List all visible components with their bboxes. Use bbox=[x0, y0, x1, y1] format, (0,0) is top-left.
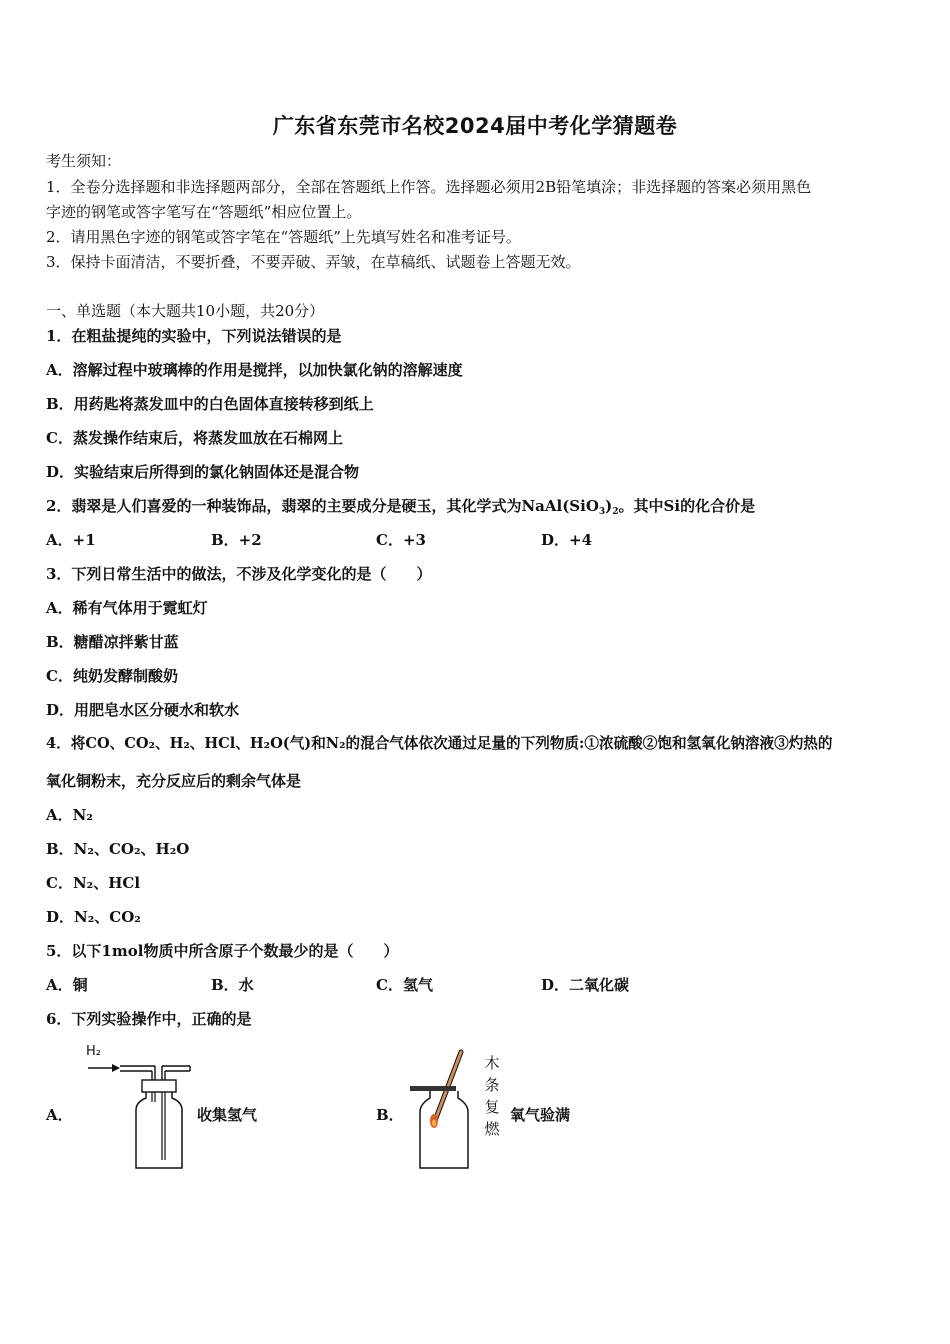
question-3-option-b: B．糖醋凉拌紫甘蓝 bbox=[46, 633, 179, 651]
question-3-option-d: D．用肥皂水区分硬水和软水 bbox=[46, 701, 240, 719]
question-4-option-b: B．N₂、CO₂、H₂O bbox=[46, 840, 190, 858]
section-heading: 一、单选题（本大题共10小题，共20分） bbox=[46, 302, 325, 320]
notice-heading: 考生须知： bbox=[46, 152, 122, 170]
question-1-option-c: C．蒸发操作结束后，将蒸发皿放在石棉网上 bbox=[46, 429, 343, 447]
question-5-option-c: C．氢气 bbox=[376, 976, 433, 994]
question-3-option-a: A．稀有气体用于霓虹灯 bbox=[46, 599, 208, 617]
question-5-stem: 5．以下1mol物质中所含原子个数最少的是（ ） bbox=[46, 942, 399, 960]
notice-item: 字迹的钢笔或答字笔写在“答题纸”相应位置上。 bbox=[46, 203, 362, 221]
question-4-option-a: A．N₂ bbox=[46, 806, 93, 824]
question-1-stem: 1．在粗盐提纯的实验中，下列说法错误的是 bbox=[46, 327, 342, 345]
exam-title: 广东省东莞市名校2024届中考化学猜题卷 bbox=[272, 114, 678, 138]
question-2-option-c: C．+3 bbox=[376, 531, 426, 549]
question-1-option-a: A．溶解过程中玻璃棒的作用是搅拌，以加快氯化钠的溶解速度 bbox=[46, 361, 463, 379]
hydrogen-gas-label: H₂ bbox=[86, 1044, 101, 1059]
question-6-option-a-text: 收集氢气 bbox=[197, 1106, 258, 1124]
question-4-option-d: D．N₂、CO₂ bbox=[46, 908, 141, 926]
notice-item: 3．保持卡面清洁，不要折叠，不要弄破、弄皱，在草稿纸、试题卷上答题无效。 bbox=[46, 253, 581, 271]
question-3-stem: 3．下列日常生活中的做法，不涉及化学变化的是（ ） bbox=[46, 565, 432, 583]
question-4-option-c: C．N₂、HCl bbox=[46, 874, 141, 892]
stick-relight-label: 木 条 复 燃 bbox=[484, 1054, 500, 1138]
question-4-stem-line2: 氧化铜粉末，充分反应后的剩余气体是 bbox=[46, 772, 302, 790]
question-2-option-b: B．+2 bbox=[211, 531, 262, 549]
notice-item: 2．请用黑色字迹的钢笔或答字笔在“答题纸”上先填写姓名和准考证号。 bbox=[46, 228, 521, 246]
notice-item: 1．全卷分选择题和非选择题两部分，全部在答题纸上作答。选择题必须用2B铅笔填涂；非选择题的答案必须用黑色 bbox=[46, 178, 812, 196]
gas-collection-bottle-diagram bbox=[80, 1040, 200, 1170]
question-6-option-b-text: 氧气验满 bbox=[510, 1106, 571, 1124]
question-6-stem: 6．下列实验操作中，正确的是 bbox=[46, 1010, 252, 1028]
question-6-option-a-label: A． bbox=[46, 1106, 73, 1124]
question-2-stem: 2．翡翠是人们喜爱的一种装饰品，翡翠的主要成分是硬玉，其化学式为$NaAl(SiO_3)_2$。其中Si的化合价是 bbox=[46, 497, 756, 517]
question-1-option-b: B．用药匙将蒸发皿中的白色固体直接转移到纸上 bbox=[46, 395, 374, 413]
question-4-stem-line1: 4．将CO、CO₂、H₂、HCl、H₂O(气)和N₂的混合气体依次通过足量的下列物质:①浓硫酸②饱和氢氧化钠溶液③灼热的 bbox=[46, 735, 833, 752]
question-2-option-d: D．+4 bbox=[541, 531, 593, 549]
question-5-option-d: D．二氧化碳 bbox=[541, 976, 630, 994]
question-1-option-d: D．实验结束后所得到的氯化钠固体还是混合物 bbox=[46, 463, 360, 481]
question-2-option-a: A．+1 bbox=[46, 531, 96, 549]
question-5-option-b: B．水 bbox=[211, 976, 254, 994]
question-5-option-a: A．铜 bbox=[46, 976, 88, 994]
question-6-option-b-label: B． bbox=[376, 1106, 404, 1124]
question-3-option-c: C．纯奶发酵制酸奶 bbox=[46, 667, 178, 685]
